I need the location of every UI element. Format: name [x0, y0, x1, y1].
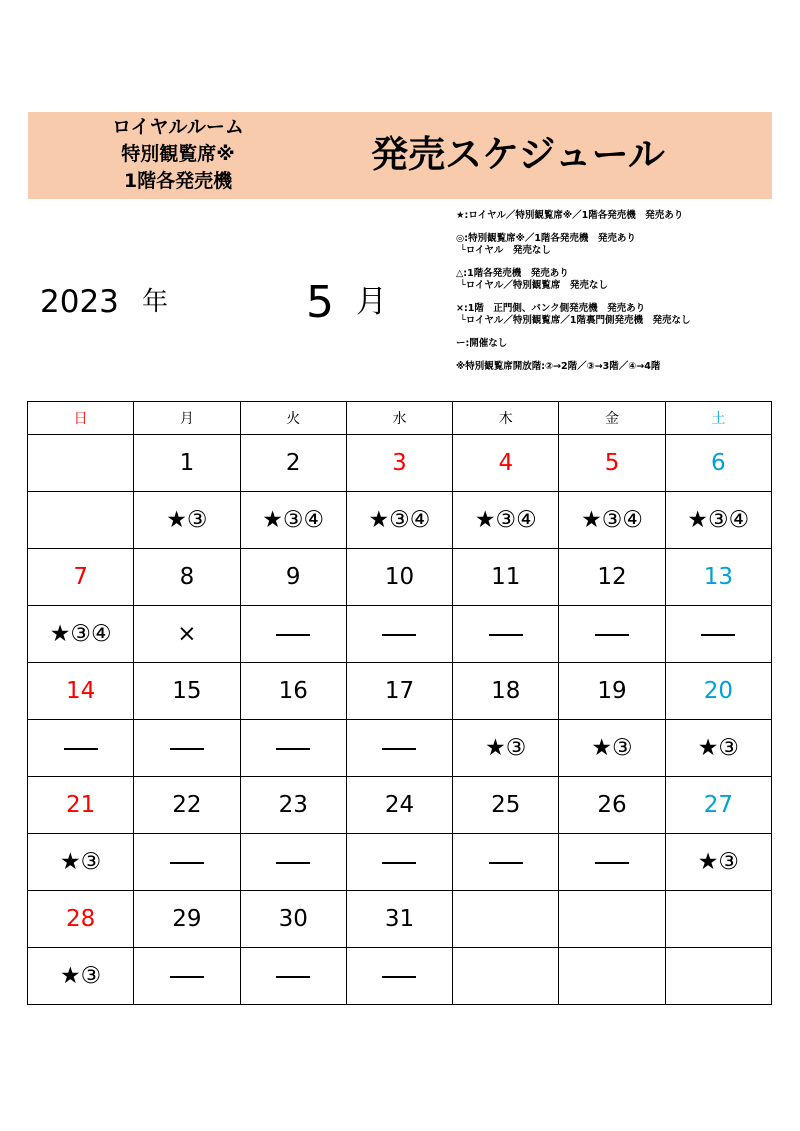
day-number: 24: [346, 777, 452, 834]
dash-icon: [276, 862, 310, 864]
day-number: 4: [453, 435, 559, 492]
no-event-mark: [346, 606, 452, 663]
day-number: 22: [134, 777, 240, 834]
dash-icon: [276, 748, 310, 750]
day-number: 9: [240, 549, 346, 606]
calendar-table: [27, 401, 772, 1005]
dash-icon: [382, 634, 416, 636]
legend-main: △:1階各発売機 発売あり: [456, 268, 569, 279]
week-day-row: [28, 777, 772, 834]
no-event-mark: [134, 834, 240, 891]
day-number: 18: [453, 663, 559, 720]
sales-mark: ★③: [665, 834, 771, 891]
legend: [456, 210, 792, 373]
day-number: 28: [28, 891, 134, 948]
day-number: 10: [346, 549, 452, 606]
day-number: 8: [134, 549, 240, 606]
weekday-header: 金: [559, 402, 665, 435]
sales-mark: ★③④: [240, 492, 346, 549]
week-mark-row: [28, 606, 772, 663]
week-day-row: [28, 435, 772, 492]
dash-icon: [489, 862, 523, 864]
day-number: 12: [559, 549, 665, 606]
day-number: 5: [559, 435, 665, 492]
day-number: 16: [240, 663, 346, 720]
dash-icon: [382, 976, 416, 978]
day-number: 6: [665, 435, 771, 492]
no-event-mark: [240, 834, 346, 891]
legend-main: ◎:特別観覧席※／1階各発売機 発売あり: [456, 233, 636, 244]
sales-mark: ★③④: [28, 606, 134, 663]
dash-icon: [276, 634, 310, 636]
no-event-mark: [240, 606, 346, 663]
legend-main: ー:開催なし: [456, 338, 508, 349]
sales-mark: ×: [134, 606, 240, 663]
sales-mark: [665, 948, 771, 1005]
sales-mark: ★③④: [559, 492, 665, 549]
day-number: 26: [559, 777, 665, 834]
day-number: 31: [346, 891, 452, 948]
dash-icon: [489, 634, 523, 636]
day-number: [28, 435, 134, 492]
legend-item-triangle: [456, 268, 792, 292]
sales-mark: ★③: [559, 720, 665, 777]
sales-mark: [559, 948, 665, 1005]
dash-icon: [595, 862, 629, 864]
weekday-header: 日: [28, 402, 134, 435]
year-value: 2023: [40, 284, 119, 320]
legend-main: ★:ロイヤル／特別観覧席※／1階各発売機 発売あり: [456, 210, 684, 221]
legend-sub: └ロイヤル 発売なし: [460, 245, 551, 256]
day-number: 11: [453, 549, 559, 606]
day-number: 17: [346, 663, 452, 720]
day-number: 7: [28, 549, 134, 606]
sales-mark: ★③: [28, 834, 134, 891]
sales-mark: ★③: [134, 492, 240, 549]
month-unit: 月: [356, 284, 387, 320]
weekday-header: 木: [453, 402, 559, 435]
no-event-mark: [559, 834, 665, 891]
month-value: 5: [306, 277, 334, 328]
sales-mark: ★③④: [346, 492, 452, 549]
dash-icon: [276, 976, 310, 978]
no-event-mark: [28, 720, 134, 777]
legend-item-cross: [456, 303, 792, 327]
day-number: 19: [559, 663, 665, 720]
no-event-mark: [134, 720, 240, 777]
sales-mark: ★③: [665, 720, 771, 777]
no-event-mark: [665, 606, 771, 663]
legend-item-star: [456, 210, 792, 222]
year-unit: 年: [142, 287, 169, 317]
page-title: 発売スケジュール: [371, 133, 665, 176]
dash-icon: [64, 748, 98, 750]
day-number: 23: [240, 777, 346, 834]
day-number: 27: [665, 777, 771, 834]
day-number: [559, 891, 665, 948]
day-number: 25: [453, 777, 559, 834]
no-event-mark: [134, 948, 240, 1005]
day-number: 21: [28, 777, 134, 834]
legend-item-dash: [456, 338, 792, 350]
day-number: [453, 891, 559, 948]
sales-mark: [28, 492, 134, 549]
no-event-mark: [346, 834, 452, 891]
weekday-header: 火: [240, 402, 346, 435]
day-number: 29: [134, 891, 240, 948]
sales-mark: ★③: [28, 948, 134, 1005]
day-number: 13: [665, 549, 771, 606]
venue-label: [78, 114, 278, 195]
day-number: 14: [28, 663, 134, 720]
no-event-mark: [240, 720, 346, 777]
sales-mark: ★③④: [453, 492, 559, 549]
day-number: 30: [240, 891, 346, 948]
day-number: 1: [134, 435, 240, 492]
no-event-mark: [453, 834, 559, 891]
legend-note: ※特別観覧席開放階:②→2階／③→3階／④→4階: [456, 361, 661, 372]
week-day-row: [28, 891, 772, 948]
sales-mark: [453, 948, 559, 1005]
venue-line-special-seats: 特別観覧席※: [121, 143, 235, 165]
dash-icon: [170, 748, 204, 750]
header-banner: [28, 112, 772, 199]
dash-icon: [701, 634, 735, 636]
week-mark-row: [28, 492, 772, 549]
no-event-mark: [346, 720, 452, 777]
dash-icon: [170, 862, 204, 864]
day-number: 2: [240, 435, 346, 492]
dash-icon: [382, 862, 416, 864]
day-number: [665, 891, 771, 948]
weekday-header: 月: [134, 402, 240, 435]
day-number: 20: [665, 663, 771, 720]
venue-line-royal: ロイヤルルーム: [112, 116, 244, 138]
sales-mark: ★③: [453, 720, 559, 777]
legend-sub: └ロイヤル／特別観覧席 発売なし: [460, 280, 608, 291]
sales-mark: ★③④: [665, 492, 771, 549]
week-mark-row: [28, 720, 772, 777]
weekday-header: 土: [665, 402, 771, 435]
no-event-mark: [346, 948, 452, 1005]
week-mark-row: [28, 834, 772, 891]
no-event-mark: [453, 606, 559, 663]
no-event-mark: [240, 948, 346, 1005]
day-number: 15: [134, 663, 240, 720]
legend-item-double-circle: [456, 233, 792, 257]
weekday-header: 水: [346, 402, 452, 435]
week-day-row: [28, 663, 772, 720]
venue-line-first-floor: 1階各発売機: [123, 170, 233, 192]
week-mark-row: [28, 948, 772, 1005]
dash-icon: [382, 748, 416, 750]
legend-main: ×:1階 正門側、バンク側発売機 発売あり: [456, 303, 646, 314]
legend-sub: └ロイヤル／特別観覧席／1階裏門側発売機 発売なし: [460, 315, 691, 326]
day-number: 3: [346, 435, 452, 492]
dash-icon: [595, 634, 629, 636]
week-day-row: [28, 549, 772, 606]
dash-icon: [170, 976, 204, 978]
no-event-mark: [559, 606, 665, 663]
weekday-header-row: [28, 402, 772, 435]
